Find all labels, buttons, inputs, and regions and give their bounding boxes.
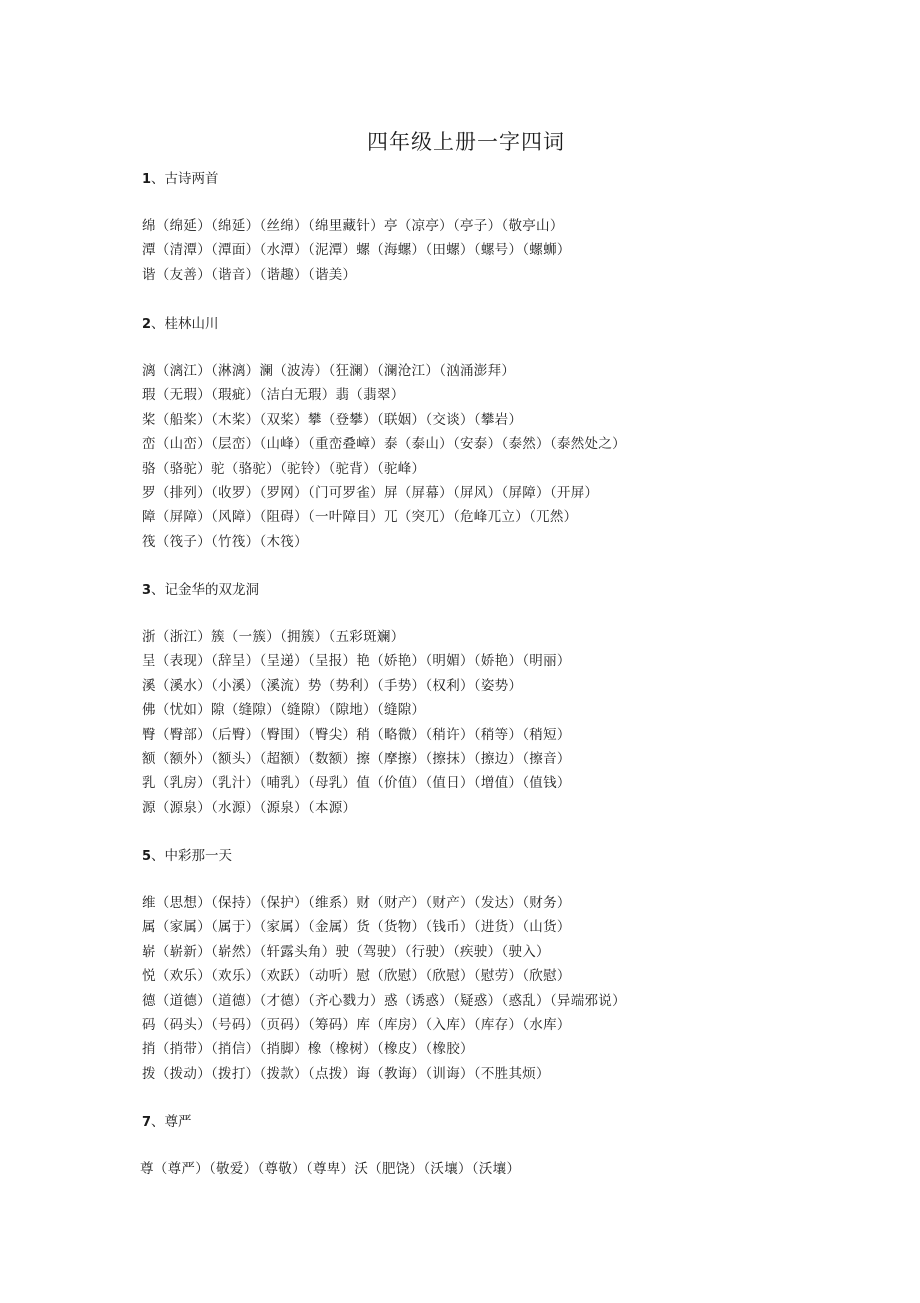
word-line: 骆（骆驼）驼（骆驼）（驼铃）（驼背）（驼峰）	[142, 460, 426, 477]
word-line: 筏（筏子）（竹筏）（木筏）	[142, 533, 308, 550]
word-line: 谐（友善）（谐音）（谐趣）（谐美）	[142, 266, 357, 283]
section-heading: 3、记金华的双龙洞	[142, 582, 260, 598]
word-line: 绵（绵延）（绵延）（丝绵）（绵里藏针）亭（凉亭）（亭子）（敬亭山）	[142, 218, 564, 234]
section-5	[142, 845, 626, 1086]
section-title: 记金华的双龙洞	[164, 582, 260, 598]
section-number: 7	[142, 1115, 152, 1130]
word-line: 拨（拨动）（拨打）（拨款）（点拨）诲（教诲）（训诲）（不胜其烦）	[142, 1065, 550, 1082]
section-3	[142, 579, 571, 820]
section-heading: 7、尊严	[142, 1114, 192, 1130]
word-line: 潭（清潭）（潭面）（水潭）（泥潭）螺（海螺）（田螺）（螺号）（螺蛳）	[142, 242, 571, 259]
section-title: 中彩那一天	[164, 848, 233, 864]
word-list	[140, 1157, 520, 1181]
word-line: 属（家属）（属于）（家属）（金属）货（货物）（钱币）（进货）（山货）	[142, 919, 571, 936]
word-list	[142, 625, 571, 820]
section-heading: 2、桂林山川	[142, 316, 219, 332]
page-title: 四年级上册一字四词	[367, 130, 565, 154]
section-heading: 5、中彩那一天	[142, 848, 233, 864]
word-line: 浙（浙江）簇（一簇）（拥簇）（五彩斑斓）	[142, 629, 405, 645]
word-list	[142, 359, 626, 554]
section-7	[140, 1111, 520, 1181]
section-title: 古诗两首	[164, 171, 219, 187]
word-line: 瑕（无瑕）（瑕疵）（洁白无瑕）翡（翡翠）	[142, 387, 405, 404]
word-line: 漓（漓江）（淋漓）澜（波涛）（狂澜）（澜沧江）（汹涌澎拜）	[142, 363, 516, 379]
word-line: 臀（臀部）（后臀）（臀围）（臀尖）稍（略微）（稍许）（稍等）（稍短）	[142, 726, 571, 743]
word-list	[142, 214, 571, 287]
word-list	[142, 891, 626, 1086]
word-line: 溪（溪水）（小溪）（溪流）势（势利）（手势）（权利）（姿势）	[142, 677, 523, 694]
section-1	[142, 168, 571, 287]
word-line: 捎（捎带）（捎信）（捎脚）橡（橡树）（橡皮）（橡胶）	[142, 1041, 474, 1058]
word-line: 佛（忧如）隙（缝隙）（缝隙）（隙地）（缝隙）	[142, 702, 426, 719]
word-line: 桨（船桨）（木桨）（双桨）攀（登攀）（联姻）（交谈）（攀岩）	[142, 411, 523, 428]
word-line: 障（屏障）（风障）（阻碍）（一叶障目）兀（突兀）（危峰兀立）（兀然）	[142, 509, 578, 526]
word-line: 码（码头）（号码）（页码）（筹码）库（库房）（入库）（库存）（水库）	[142, 1016, 571, 1033]
section-number: 3	[142, 583, 152, 598]
word-line: 悦（欢乐）（欢乐）（欢跃）（动听）慰（欣慰）（欣慰）（慰劳）（欣慰）	[142, 968, 571, 985]
word-line: 德（道德）（道德）（才德）（齐心戮力）惑（诱惑）（疑惑）（惑乱）（异端邪说）	[142, 992, 626, 1009]
section-number: 1	[142, 172, 152, 187]
section-title: 桂林山川	[164, 316, 219, 332]
word-line: 呈（表现）（辞呈）（呈递）（呈报）艳（娇艳）（明媚）（娇艳）（明丽）	[142, 653, 571, 670]
word-line: 乳（乳房）（乳汁）（哺乳）（母乳）值（价值）（值日）（增值）（值钱）	[142, 775, 571, 792]
word-line: 崭（崭新）（崭然）（轩露头角）驶（驾驶）（行驶）（疾驶）（驶入）	[142, 943, 550, 960]
section-heading: 1、古诗两首	[142, 171, 219, 187]
section-number: 5	[142, 849, 152, 864]
word-line: 罗（排列）（收罗）（罗网）（门可罗雀）屏（屏幕）（屏风）（屏障）（开屏）	[142, 484, 599, 501]
word-line: 维（思想）（保持）（保护）（维系）财（财产）（财产）（发达）（财务）	[142, 895, 571, 911]
section-title: 尊严	[164, 1114, 192, 1130]
section-2	[142, 313, 626, 554]
word-line: 额（额外）（额头）（超额）（数额）擦（摩擦）（擦抹）（擦边）（擦音）	[142, 750, 571, 767]
word-line: 峦（山峦）（层峦）（山峰）（重峦叠嶂）泰（泰山）（安泰）（泰然）（泰然处之）	[142, 436, 626, 453]
section-number: 2	[142, 317, 152, 332]
word-line: 尊（尊严）（敬爱）（尊敬）（尊卑）沃（肥饶）（沃壤）（沃壤）	[140, 1161, 521, 1177]
word-line: 源（源泉）（水源）（源泉）（本源）	[142, 799, 357, 816]
